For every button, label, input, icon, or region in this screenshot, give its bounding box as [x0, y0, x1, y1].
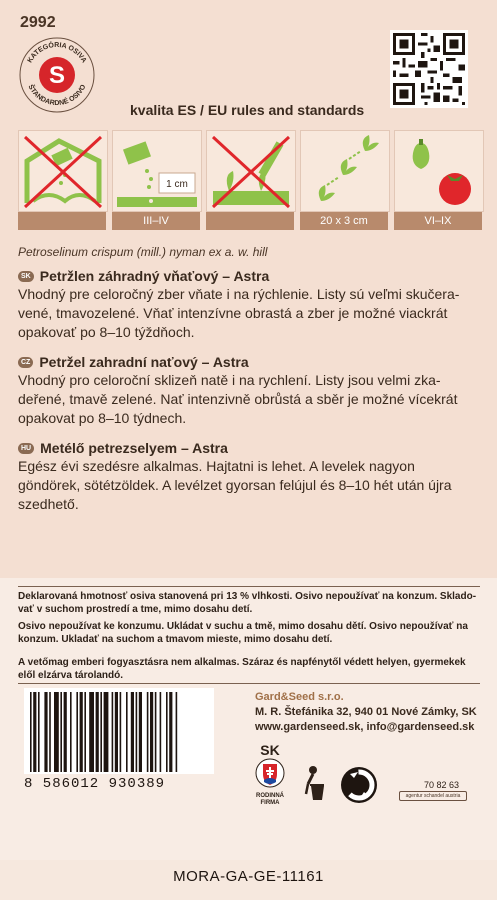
agri-certification-label: agentur schandel austria	[399, 791, 467, 801]
note-line: Osivo nepoužívat ke konzumu. Ukládat v suchu a tmě, mimo dosahu dětí. Osivo nepoužívať na	[18, 621, 468, 632]
barcode-digits: 8 586012 930389	[24, 776, 166, 792]
barcode-bar	[30, 692, 32, 772]
cultivation-icons	[18, 130, 478, 234]
green-dot-icon	[340, 766, 378, 804]
note-line: A vetőmag emberi fogyasztásra nem alkalmas. Száraz és napfénytől védett helyen, gyermekek	[18, 657, 466, 668]
icon-card-harvest	[394, 130, 482, 230]
barcode-bar	[38, 692, 40, 772]
quality-statement: kvalita ES / EU rules and standards	[130, 102, 365, 118]
text-line: deřené, tmavě zelené. Nať intenzivně obrůstá a sběr je možné vícekrát	[18, 391, 458, 407]
slovak-shield-icon	[255, 758, 285, 788]
barcode-bar	[150, 692, 153, 772]
legal-note-sk	[18, 590, 480, 616]
note-line: elől elzárva tárolandó.	[18, 670, 124, 681]
description-text	[18, 285, 480, 342]
text-line: szedhető.	[18, 496, 79, 512]
recycle-bin-icon	[298, 762, 328, 802]
icon-card-spacing	[300, 130, 388, 230]
family-firm-line: RODINNÁ	[256, 793, 284, 799]
family-firm-logo	[250, 742, 290, 808]
barcode-bar	[112, 692, 114, 772]
description-hu	[18, 440, 480, 514]
barcode-bar	[76, 692, 78, 772]
barcode-bar	[64, 692, 67, 772]
variety-title: Petržel zahradní naťový – Astra	[39, 354, 249, 370]
description-sk	[18, 268, 480, 342]
icon-card-transplant	[206, 130, 294, 230]
sk-label: SK	[260, 742, 280, 758]
product-code: 2992	[20, 14, 56, 31]
qr-code[interactable]	[390, 30, 468, 108]
barcode-bar	[96, 692, 99, 772]
barcode-bar	[54, 692, 59, 772]
description-cz	[18, 354, 480, 428]
barcode-bar	[80, 692, 83, 772]
divider	[18, 683, 480, 684]
barcode-bar	[131, 692, 134, 772]
barcode-bar	[126, 692, 128, 772]
icon-label: VI–IX	[394, 212, 482, 230]
language-badge: CZ	[18, 357, 33, 368]
note-line: vať v suchom prostredí a tme, mimo dosahu detí.	[18, 604, 253, 615]
barcode-bar	[60, 692, 62, 772]
icon-label	[18, 212, 106, 230]
product-code-small: 70 82 63	[424, 780, 460, 790]
barcode-bar	[70, 692, 72, 772]
transplant-crossed-icon	[206, 130, 296, 212]
icon-label: III–IV	[112, 212, 200, 230]
text-line: opakovať po 8–10 týždňoch.	[18, 324, 195, 340]
seed-category-seal	[18, 36, 96, 114]
barcode-bar	[155, 692, 157, 772]
text-line: vené, tmavozelené. Vňať intenzívne obrastá a zber je možné viackrát	[18, 305, 448, 321]
harvest-icon	[394, 130, 484, 212]
icon-card-greenhouse	[18, 130, 106, 230]
icon-label: 20 x 3 cm	[300, 212, 388, 230]
barcode-bar	[169, 692, 172, 772]
seal-top-text: KATEGÓRIA OSIVA	[26, 41, 88, 65]
company-info	[255, 690, 477, 735]
barcode-bar	[33, 692, 36, 772]
legal-note-cz-sk	[18, 620, 480, 646]
note-line: konzum. Ukladať na suchom a tmavom mieste, mimo dosahu detí.	[18, 634, 333, 645]
family-firm-line: FIRMA	[260, 800, 280, 806]
barcode-bar	[100, 692, 102, 772]
variety-title: Petržlen záhradný vňaťový – Astra	[39, 268, 270, 284]
barcode-bar	[176, 692, 178, 772]
barcode-bar	[120, 692, 122, 772]
divider	[18, 586, 480, 587]
icon-card-sowing	[112, 130, 200, 230]
description-title	[18, 440, 480, 456]
barcode-bar	[147, 692, 149, 772]
icon-label	[206, 212, 294, 230]
seed-depth-icon	[112, 130, 202, 212]
barcode-bar	[136, 692, 138, 772]
description-text	[18, 371, 480, 428]
company-web[interactable]: www.gardenseed.sk, info@gardenseed.sk	[255, 721, 475, 733]
text-line: opakovat po 8–10 týdnech.	[18, 410, 187, 426]
barcode-bar	[49, 692, 51, 772]
text-line: Vhodný pre celoročný zber vňate i na rýchlenie. Listy sú veľmi skučera-	[18, 286, 460, 302]
barcode-bar	[89, 692, 94, 772]
text-line: göndörek, sötétzöldek. A levélzet gyorsan felújul és 8–10 hét után újra	[18, 477, 452, 493]
batch-code: MORA-GA-GE-11161	[173, 868, 324, 885]
text-line: Vhodný pro celoroční sklizeň natě i na rychlení. Listy jsou velmi zka-	[18, 372, 441, 388]
note-line: Deklarovaná hmotnosť osiva stanovená pri 13 % vlhkosti. Osivo nepoužívať na konzum. Sklado-	[18, 591, 477, 602]
variety-title: Metélő petrezselyem – Astra	[40, 440, 228, 456]
company-address: M. R. Štefánika 32, 940 01 Nové Zámky, SK	[255, 706, 477, 718]
description-title	[18, 354, 480, 370]
family-firm-text	[250, 793, 290, 807]
barcode-bar	[44, 692, 47, 772]
svg-text:1 cm: 1 cm	[166, 179, 188, 190]
barcode-bar	[84, 692, 86, 772]
barcode-bar	[139, 692, 142, 772]
barcode-bar	[166, 692, 168, 772]
barcode-bar	[160, 692, 162, 772]
language-badge: HU	[18, 443, 34, 454]
text-line: Egész évi szedésre alkalmas. Hajtatni is lehet. A levelek nagyon	[18, 458, 415, 474]
description-text	[18, 457, 480, 514]
description-title	[18, 268, 480, 284]
latin-name: Petroselinum crispum (mill.) nyman ex a. w. hill	[18, 245, 268, 259]
company-name: Gard&Seed s.r.o.	[255, 691, 344, 703]
svg-text:S: S	[48, 62, 66, 89]
greenhouse-sowing-crossed-icon	[18, 130, 108, 212]
seal-bottom-text: ŠTANDARDNÉ OSIVO	[26, 83, 88, 108]
ean-barcode	[24, 688, 214, 774]
legal-note-hu	[18, 656, 480, 682]
barcode-bar	[104, 692, 109, 772]
barcode-bar	[115, 692, 118, 772]
language-badge: SK	[18, 271, 34, 282]
spacing-icon	[300, 130, 390, 212]
